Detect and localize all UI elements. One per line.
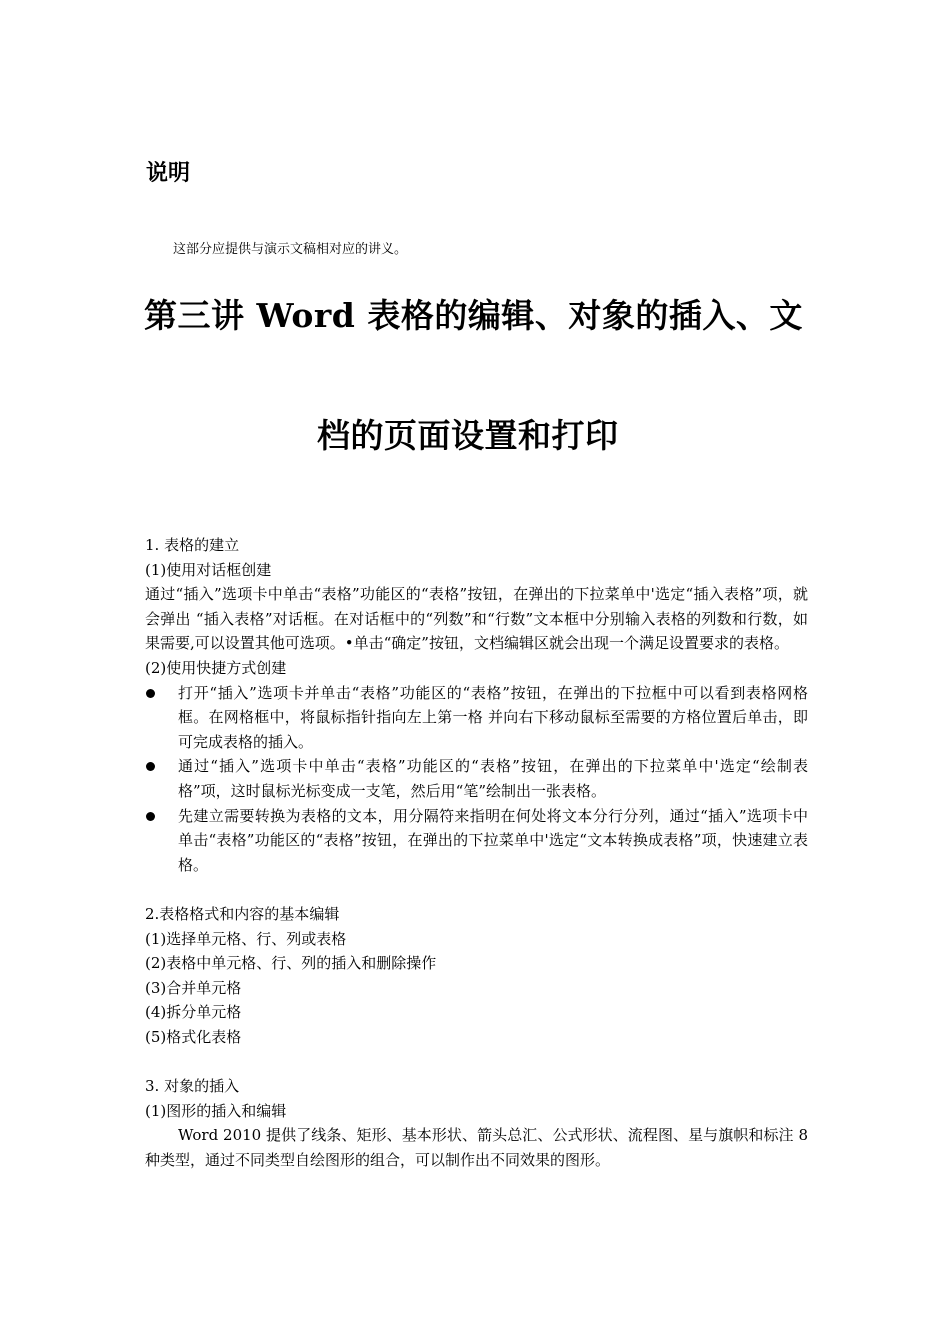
section2-item: (1)选择单元格、行、列或表格 [145,929,347,948]
list-item [145,804,808,878]
bullet-list [145,681,808,878]
lecture-title-line2: 档的页面设置和打印 [317,416,619,455]
section3-heading: 3. 对象的插入 [145,1077,240,1096]
section1-sub2-heading: (2)使用快捷方式创建 [145,658,287,677]
list-item [145,681,808,755]
bullet-icon [146,812,155,821]
section2-item: (4)拆分单元格 [145,1003,242,1022]
notes-label: 说明 [146,161,191,186]
lecture-title-line1: 第三讲 Word 表格的编辑、对象的插入、文 [144,296,803,335]
spacer [145,1049,808,1074]
spacer [145,877,808,902]
section2-heading: 2.表格格式和内容的基本编辑 [145,904,340,923]
section2-item: (2)表格中单元格、行、列的插入和删除操作 [145,954,437,973]
notes-intro: 这部分应提供与演示文稿相对应的讲义。 [173,242,408,257]
section2-item: (5)格式化表格 [145,1027,242,1046]
section1-heading: 1. 表格的建立 [145,536,240,554]
document-body [145,533,808,1172]
bullet-text: 通过“插入”选项卡中单击“表格”功能区的“表格”按钮，在弹出的下拉菜单中'选定“绘制表格”项，这时鼠标光标变成一支笔，然后用“笔”绘制出一张表格。 [178,757,808,800]
list-item [145,754,808,803]
bullet-icon [146,689,155,698]
bullet-text: 打开“插入”选项卡并单击“表格”功能区的“表格”按钮，在弹出的下拉框中可以看到表格网格框。在网格框中，将鼠标指针指向左上第一格 并向右下移动鼠标至需要的方格位置后单击，即可完成表格的插入。 [178,683,808,751]
section1-sub1-text: 通过“插入”选项卡中单击“表格”功能区的“表格”按钮，在弹出的下拉菜单中'选定“插入表格”项，就会弹出 “插入表格”对话框。在对话框中的“列数”和“行数”文本框中分别输入表格的列数和行数，如果需要,可以设置其他可选项。•单击“确定”按钮，文档编辑区就会出现一个满足设置要求的表格。 [145,585,808,653]
section3-sub1-heading: (1)图形的插入和编辑 [145,1101,287,1120]
section2-item: (3)合并单元格 [145,978,242,997]
section3-sub1-text: Word 2010 提供了线条、矩形、基本形状、箭头总汇、公式形状、流程图、星与旗帜和标注 8 种类型，通过不同类型自绘图形的组合，可以制作出不同效果的图形。 [145,1126,808,1169]
bullet-text: 先建立需要转换为表格的文本，用分隔符来指明在何处将文本分行分列，通过“插入”选项卡中单击“表格”功能区的“表格”按钮，在弹出的下拉菜单中'选定“文本转换成表格”项，快速建立表格。 [178,806,808,874]
section1-sub1-heading: (1)使用对话框创建 [145,560,272,579]
bullet-icon [146,762,155,771]
